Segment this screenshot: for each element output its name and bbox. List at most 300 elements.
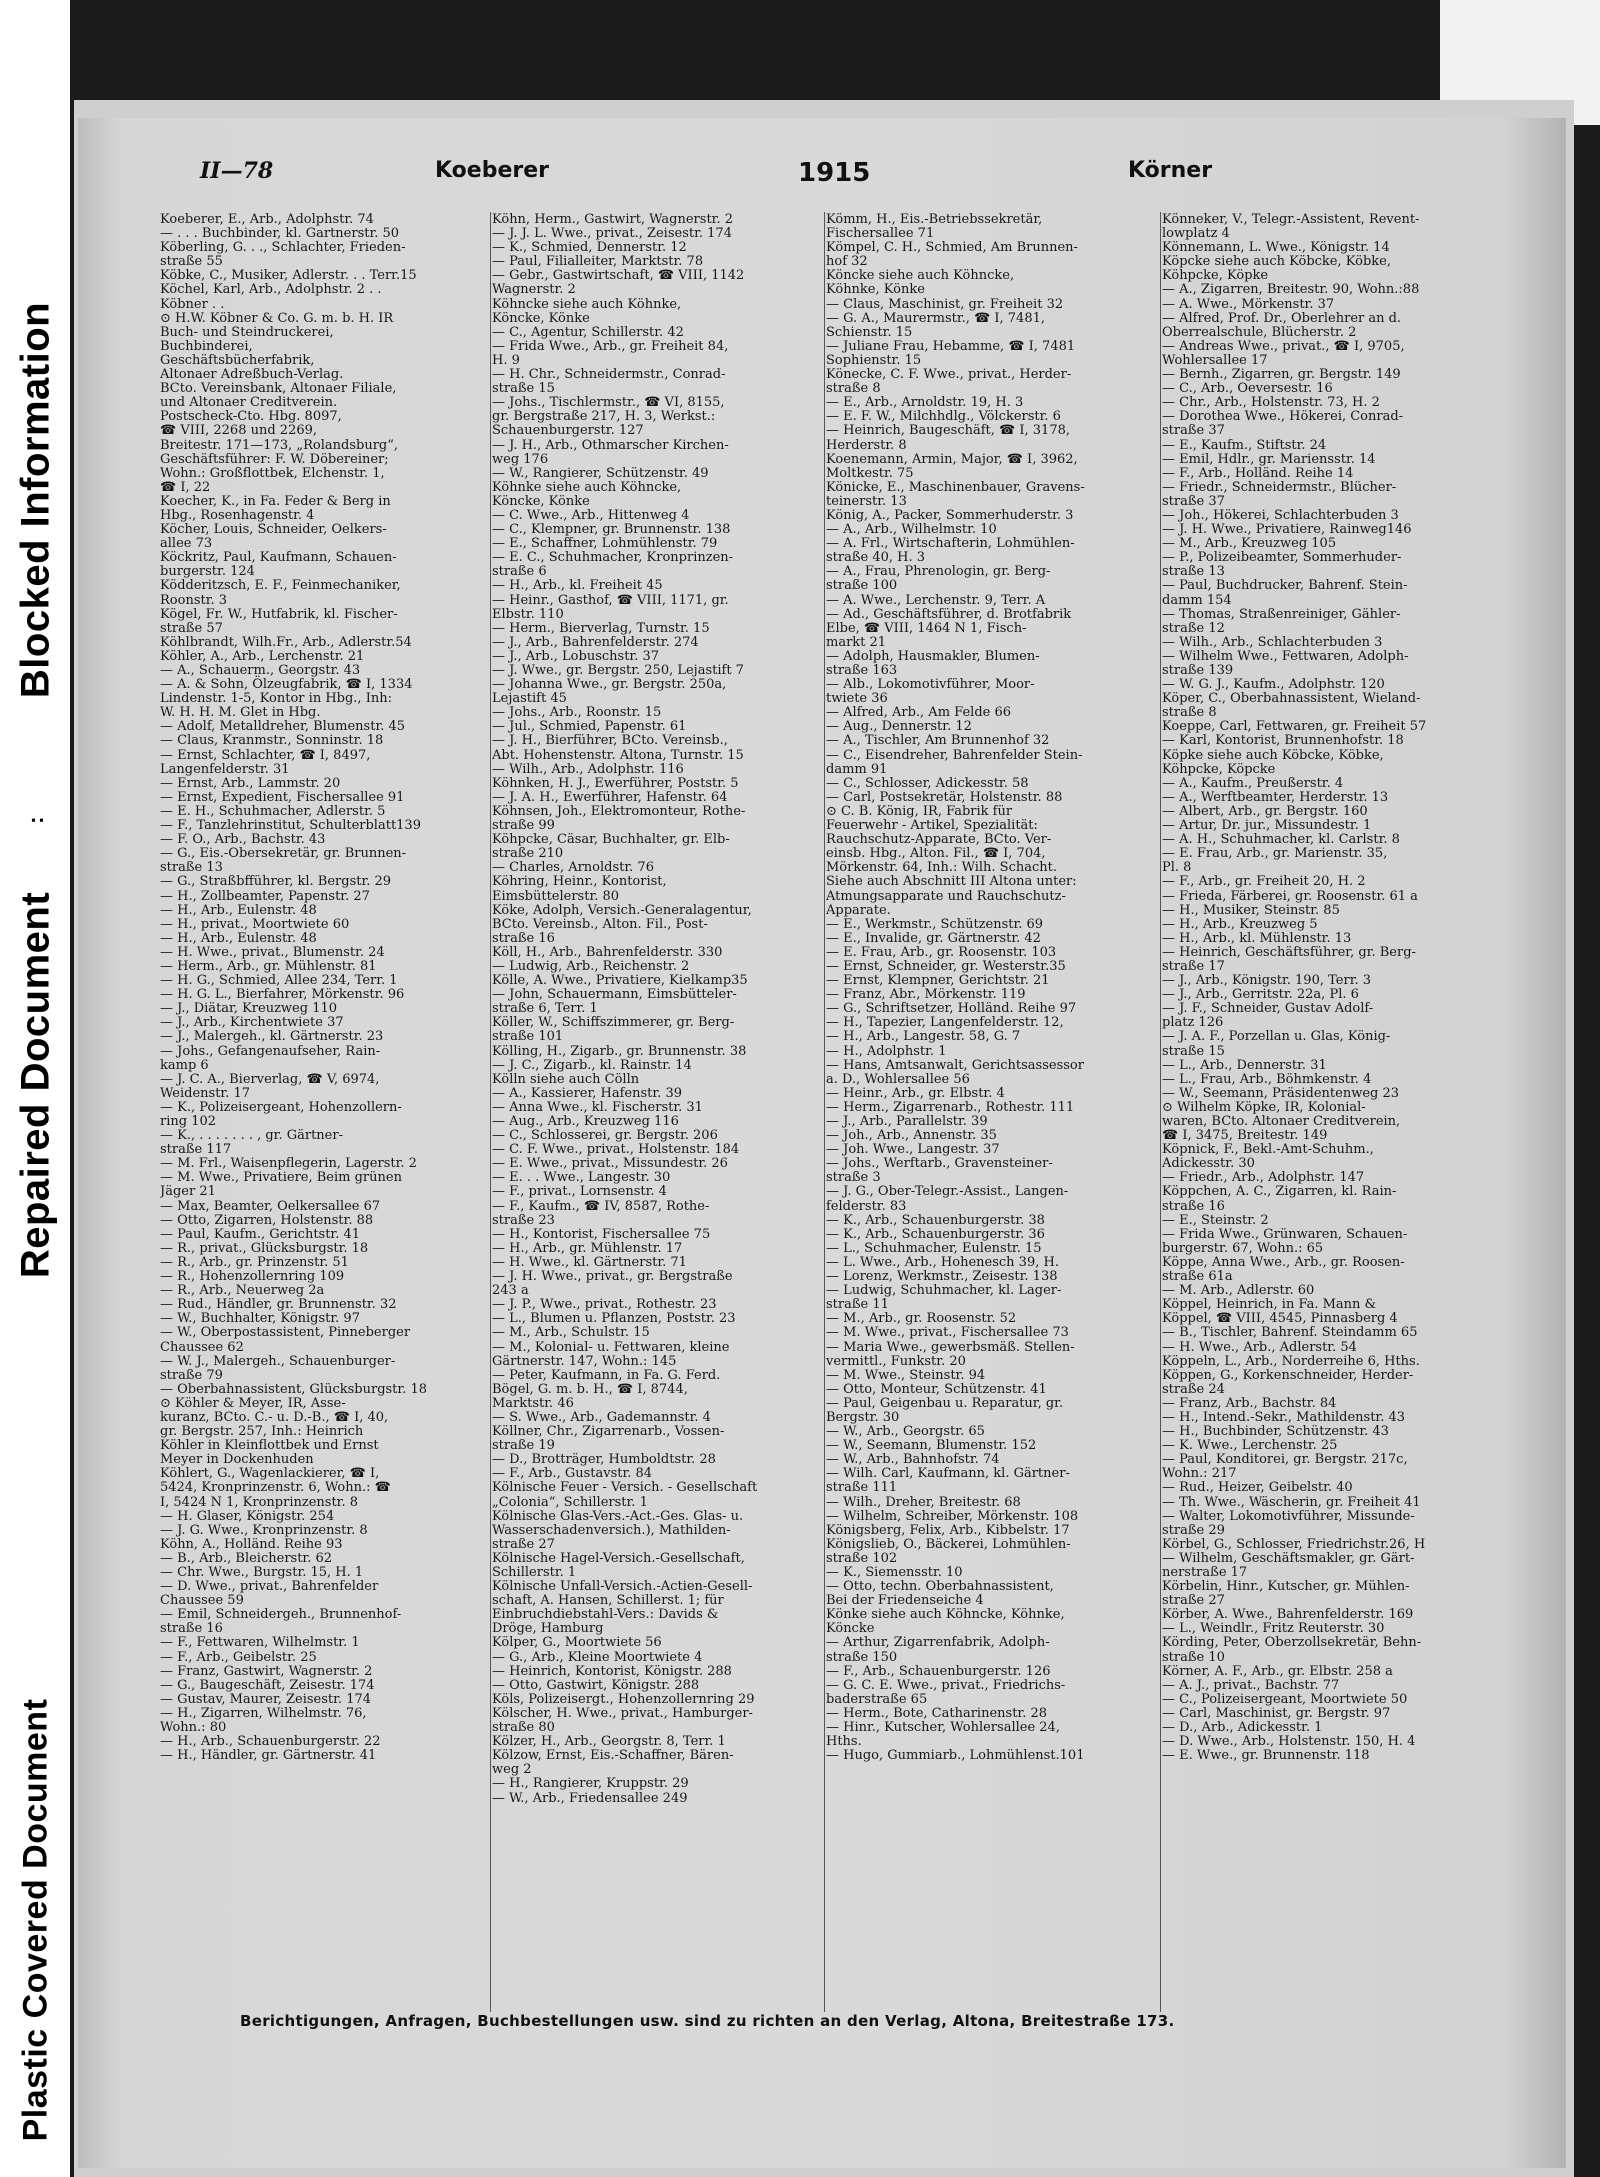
directory-entry-line: gr. Bergstr. 257, Inh.: Heinrich	[160, 1424, 364, 1440]
directory-entry-line: — Herm., Bote, Catharinenstr. 28	[826, 1705, 1048, 1721]
directory-entry-line: — John, Schauermann, Eimsbütteler-	[492, 987, 737, 1003]
directory-entry-line: straße 37	[1162, 493, 1225, 509]
directory-entry-line: — G. A., Maurermstr., ☎ I, 7481,	[826, 310, 1046, 326]
directory-entry-line: Kölnische Glas-Vers.-Act.-Ges. Glas- u.	[492, 1508, 744, 1524]
directory-entry-line: — H., Intend.-Sekr., Mathildenstr. 43	[1162, 1409, 1406, 1425]
directory-entry-line: Kölnische Feuer - Versich. - Gesellschaft	[492, 1480, 758, 1496]
directory-entry-line: — H., Adolphstr. 1	[826, 1043, 947, 1059]
directory-entry-line: — Carl, Maschinist, gr. Bergstr. 97	[1162, 1705, 1391, 1721]
directory-entry-line: — W., Buchhalter, Königstr. 97	[160, 1311, 360, 1327]
directory-entry-line: — F., Tanzlehrinstitut, Schulterblatt139	[160, 818, 421, 834]
directory-entry-line: Köhnke, Könke	[826, 282, 925, 298]
directory-entry-line: — E., Invalide, gr. Gärtnerstr. 42	[826, 930, 1041, 946]
blocked-information-label: Blocked Information	[13, 301, 58, 699]
directory-entry-line: Marktstr. 46	[492, 1395, 574, 1411]
directory-entry-line: — K., Polizeisergeant, Hohenzollern-	[160, 1099, 402, 1115]
directory-entry-line: Dröge, Hamburg	[492, 1621, 604, 1637]
directory-entry-line: — Wilhelm Wwe., Fettwaren, Adolph-	[1162, 648, 1409, 664]
directory-entry-line: straße 102	[826, 1550, 898, 1566]
directory-entry-line: — J. H., Bierführer, BCto. Vereinsb.,	[492, 733, 728, 749]
directory-entry-line: — M. Wwe., Steinstr. 94	[826, 1367, 986, 1383]
directory-entry-line: straße 13	[160, 860, 223, 876]
directory-entry-line: straße 40, H. 3	[826, 550, 926, 566]
directory-entry-line: — Johanna Wwe., gr. Bergstr. 250a,	[492, 677, 727, 693]
directory-entry-line: straße 55	[160, 254, 223, 270]
directory-entry-line: — C. Wwe., Arb., Hittenweg 4	[492, 507, 690, 523]
directory-entry-line: straße 29	[1162, 1522, 1225, 1538]
directory-entry-line: — E., Werkmstr., Schützenstr. 69	[826, 916, 1044, 932]
directory-entry-line: waren, BCto. Altonaer Creditverein,	[1162, 1114, 1401, 1129]
directory-entry-line: — H., Zigarren, Wilhelmstr. 76,	[160, 1705, 367, 1721]
directory-entry-line: — Frida Wwe., Grünwaren, Schauen-	[1162, 1226, 1408, 1242]
directory-entry-line: — J., Arb., Bahrenfelderstr. 274	[492, 634, 699, 650]
directory-entry-line: — Gebr., Gastwirtschaft, ☎ VIII, 1142	[492, 268, 745, 284]
directory-entry-line: — C., Eisendreher, Bahrenfelder Stein-	[826, 747, 1083, 763]
directory-entry-line: Köhpcke, Cäsar, Buchhalter, gr. Elb-	[492, 832, 730, 848]
directory-entry-line: straße 61a	[1162, 1269, 1233, 1285]
directory-entry-line: Königslieb, O., Bäckerei, Lohmühlen-	[826, 1536, 1071, 1552]
directory-entry-line: Wagnerstr. 2	[492, 282, 576, 298]
directory-entry-line: — P., Polizeibeamter, Sommerhuder-	[1162, 550, 1402, 566]
directory-entry-line: straße 19	[492, 1438, 555, 1454]
directory-entry-line: — Paul, Geigenbau u. Reparatur, gr.	[826, 1395, 1064, 1411]
directory-entry-line: — A., Frau, Phrenologin, gr. Berg-	[826, 564, 1051, 580]
directory-entry-line: 243 a	[492, 1283, 529, 1299]
directory-entry-line: — W. G. J., Kaufm., Adolphstr. 120	[1162, 677, 1385, 693]
directory-entry-line: — H., privat., Moortwiete 60	[160, 916, 350, 932]
directory-entry-line: — J. G., Ober-Telegr.-Assist., Langen-	[826, 1184, 1069, 1200]
directory-entry-line: Weidenstr. 17	[160, 1085, 251, 1101]
directory-entry-line: — E., Kaufm., Stiftstr. 24	[1162, 437, 1327, 453]
directory-entry-line: Kömpel, C. H., Schmied, Am Brunnen-	[826, 240, 1078, 256]
directory-entry-line: Köper, C., Oberbahnassistent, Wieland-	[1162, 691, 1421, 707]
directory-entry-line: — F., Fettwaren, Wilhelmstr. 1	[160, 1635, 360, 1651]
directory-entry-line: Köpnick, F., Bekl.-Amt-Schuhm.,	[1162, 1142, 1374, 1158]
directory-entry-line: — Paul, Kaufm., Gerichtstr. 41	[160, 1226, 361, 1242]
directory-entry-line: — C., Schlosser, Adickesstr. 58	[826, 775, 1029, 791]
directory-entry-line: — Carl, Postsekretär, Holstenstr. 88	[826, 789, 1063, 805]
directory-entry-line: — J. C. A., Bierverlag, ☎ V, 6974,	[160, 1071, 380, 1087]
directory-entry-line: straße 79	[160, 1367, 223, 1383]
directory-entry-line: — E. Frau, Arb., gr. Marienstr. 35,	[1162, 846, 1388, 862]
directory-entry-line: twiete 36	[826, 691, 888, 707]
directory-entry-line: ⊙ C. B. König, IR, Fabrik für	[826, 803, 1013, 819]
running-head-left: Koeberer	[435, 158, 549, 183]
directory-entry-line: Köls, Polizeisergt., Hohenzollernring 29	[492, 1691, 755, 1707]
directory-entry-line: — E. Wwe., privat., Missundestr. 26	[492, 1156, 728, 1172]
directory-entry-line: — H., Arb., gr. Mühlenstr. 17	[492, 1240, 683, 1256]
directory-entry-line: — Claus, Kranmstr., Sonninstr. 18	[160, 733, 384, 749]
directory-entry-line: straße 17	[1162, 958, 1225, 974]
directory-entry-line: Köhn, A., Holländ. Reihe 93	[160, 1536, 343, 1552]
directory-entry-line: straße 37	[1162, 423, 1225, 439]
directory-entry-line: — Ernst, Arb., Lammstr. 20	[160, 775, 341, 791]
directory-entry-line: Roonstr. 3	[160, 592, 228, 608]
directory-entry-line: damm 154	[1162, 592, 1232, 608]
directory-entry-line: — J. H., Arb., Othmarscher Kirchen-	[492, 437, 729, 453]
directory-entry-line: Köhnsen, Joh., Elektromonteur, Rothe-	[492, 803, 746, 819]
directory-entry-line: teinerstr. 13	[826, 493, 907, 509]
directory-entry-line: Köhring, Heinr., Kontorist,	[492, 874, 667, 890]
directory-entry-line: felderstr. 83	[826, 1198, 907, 1214]
directory-entry-line: straße 101	[492, 1029, 564, 1045]
directory-entry-line: — D., Brotträger, Humboldtstr. 28	[492, 1452, 716, 1468]
directory-entry-line: — C., Polizeisergeant, Moortwiete 50	[1162, 1691, 1408, 1707]
directory-entry-line: straße 11	[826, 1297, 889, 1313]
column-rule	[490, 212, 491, 2012]
directory-entry-line: — M., Arb., Kreuzweg 105	[1162, 536, 1337, 552]
directory-entry-line: — J. Wwe., gr. Bergstr. 250, Lejastift 7	[492, 663, 744, 678]
directory-entry-line: — Heinrich, Kontorist, Königstr. 288	[492, 1663, 732, 1679]
directory-entry-line: Kölper, G., Moortwiete 56	[492, 1635, 662, 1651]
directory-entry-line: Köhncke siehe auch Köhnke,	[492, 296, 682, 312]
directory-entry-line: straße 27	[492, 1536, 555, 1552]
directory-entry-line: — Alb., Lokomotivführer, Moor-	[826, 677, 1035, 693]
directory-entry-line: Köppen, G., Korkenschneider, Herder-	[1162, 1367, 1414, 1383]
directory-entry-line: Wohn.: 217	[1162, 1466, 1237, 1482]
directory-entry-line: und Altonaer Creditverein.	[160, 395, 338, 411]
directory-entry-line: straße 13	[1162, 564, 1225, 580]
directory-entry-line: — Emil, Hdlr., gr. Mariensstr. 14	[1162, 451, 1376, 467]
directory-entry-line: Köhpcke, Köpcke	[1162, 761, 1276, 777]
directory-entry-line: — . . . Buchbinder, kl. Gartnerstr. 50	[160, 226, 400, 242]
directory-entry-line: — J., Arb., Parallelstr. 39	[826, 1114, 988, 1129]
directory-entry-line: — H., Tapezier, Langenfelderstr. 12,	[826, 1015, 1064, 1031]
directory-entry-line: — G., Baugeschäft, Zeisestr. 174	[160, 1677, 375, 1693]
directory-entry-line: — H., Arb., kl. Mühlenstr. 13	[1162, 930, 1352, 946]
directory-entry-line: — Johs., Tischlermstr., ☎ VI, 8155,	[492, 395, 725, 411]
directory-entry-line: Einbruchdiebstahl-Vers.: Davids &	[492, 1607, 719, 1623]
directory-entry-line: a. D., Wohlersallee 56	[826, 1071, 970, 1087]
directory-entry-line: — L., Schuhmacher, Eulenstr. 15	[826, 1240, 1042, 1256]
repaired-document-label: Repaired Document	[13, 891, 58, 1279]
directory-entry-line: — W., Rangierer, Schützenstr. 49	[492, 465, 709, 481]
directory-entry-line: Rauchschutz-Apparate, BCto. Ver-	[826, 832, 1052, 848]
directory-entry-line: Postscheck-Cto. Hbg. 8097,	[160, 409, 342, 425]
directory-entry-line: Bei der Friedenseiche 4	[826, 1593, 984, 1609]
directory-entry-line: — W., Oberpostassistent, Pinneberger	[160, 1325, 411, 1341]
directory-entry-line: — Hinr., Kutscher, Wohlersallee 24,	[826, 1720, 1060, 1736]
directory-entry-line: — W., Seemann, Blumenstr. 152	[826, 1438, 1037, 1454]
directory-entry-line: Lejastift 45	[492, 691, 567, 707]
directory-entry-line: Buch- und Steindruckerei,	[160, 324, 334, 340]
directory-entry-line: — J., Arb., Gerritstr. 22a, Pl. 6	[1162, 987, 1359, 1003]
directory-entry-line: — Otto, techn. Oberbahnassistent,	[826, 1579, 1054, 1595]
directory-entry-line: burgerstr. 67, Wohn.: 65	[1162, 1240, 1324, 1256]
directory-entry-line: Köncke, Könke	[492, 310, 590, 326]
directory-entry-line: — Thomas, Straßenreiniger, Gähler-	[1162, 606, 1401, 622]
directory-entry-line: H. 9	[492, 352, 520, 368]
directory-entry-line: — K., Arb., Schauenburgerstr. 38	[826, 1212, 1045, 1228]
directory-entry-line: Könnemann, L. Wwe., Königstr. 14	[1162, 240, 1390, 256]
directory-entry-line: — H., Händler, gr. Gärtnerstr. 41	[160, 1748, 377, 1764]
directory-entry-line: — Claus, Maschinist, gr. Freiheit 32	[826, 296, 1064, 312]
directory-entry-line: — K., . . . . . . . , gr. Gärtner-	[160, 1128, 343, 1144]
directory-entry-line: — H., Arb., Langestr. 58, G. 7	[826, 1029, 1021, 1045]
directory-entry-line: BCto. Vereinsbank, Altonaer Filiale,	[160, 381, 397, 397]
directory-entry-line: Wasserschadenversich.), Mathilden-	[492, 1522, 731, 1538]
directory-entry-line: — Joh., Hökerei, Schlachterbuden 3	[1162, 507, 1399, 523]
directory-entry-line: Köpke siehe auch Köbcke, Köbke,	[1162, 747, 1384, 763]
directory-entry-line: — Franz, Gastwirt, Wagnerstr. 2	[160, 1663, 373, 1679]
directory-entry-line: weg 2	[492, 1762, 532, 1778]
directory-entry-line: Lindenstr. 1-5, Kontor in Hbg., Inh:	[160, 691, 392, 707]
directory-entry-line: Breitestr. 171—173, „Rolandsburg“,	[160, 437, 399, 453]
directory-entry-line: — F., Arb., gr. Freiheit 20, H. 2	[1162, 874, 1366, 890]
directory-entry-line: Wohn.: Großflottbek, Elchenstr. 1,	[160, 465, 385, 481]
column-rule	[1160, 212, 1161, 2012]
directory-entry-line: straße 150	[826, 1649, 898, 1665]
directory-entry-line: — J., Arb., Kirchentwiete 37	[160, 1015, 344, 1031]
directory-entry-line: — Hugo, Gummiarb., Lohmühlenst.101	[826, 1748, 1085, 1764]
directory-entry-line: Abt. Hohenstenstr. Altona, Turnstr. 15	[492, 747, 744, 763]
directory-entry-line: — A., Tischler, Am Brunnenhof 32	[826, 733, 1050, 749]
directory-entry-line: Koecher, K., in Fa. Feder & Berg in	[160, 493, 391, 509]
directory-entry-line: — F., Arb., Gustavstr. 84	[492, 1466, 653, 1482]
directory-entry-line: Wohn.: 80	[160, 1720, 227, 1736]
directory-entry-line: — J., Arb., Königstr. 190, Terr. 3	[1162, 973, 1372, 989]
directory-entry-line: — Rud., Händler, gr. Brunnenstr. 32	[160, 1297, 397, 1313]
directory-entry-line: ☎ VIII, 2268 und 2269,	[160, 423, 318, 439]
directory-entry-line: Könecke, C. F. Wwe., privat., Herder-	[826, 367, 1072, 383]
directory-entry-line: straße 10	[1162, 1649, 1225, 1665]
directory-entry-line: — Paul, Konditorei, gr. Bergstr. 217c,	[1162, 1452, 1408, 1468]
directory-entry-line: — K., Schmied, Dennerstr. 12	[492, 240, 687, 256]
directory-entry-line: — A. H., Schuhmacher, kl. Carlstr. 8	[1162, 832, 1400, 848]
directory-entry-line: BCto. Vereinsb., Alton. Fil., Post-	[492, 916, 708, 932]
directory-entry-line: straße 57	[160, 620, 223, 636]
directory-entry-line: Kömm, H., Eis.-Betriebssekretär,	[826, 213, 1043, 227]
directory-entry-line: Elbstr. 110	[492, 606, 564, 622]
directory-entry-line: I, 5424 N 1, Kronprinzenstr. 8	[160, 1494, 358, 1510]
directory-entry-line: ⊙ H.W. Köbner & Co. G. m. b. H. IR	[160, 310, 394, 326]
directory-entry-line: baderstraße 65	[826, 1691, 928, 1707]
directory-entry-line: — J., Arb., Lobuschstr. 37	[492, 648, 660, 664]
directory-entry-line: Siehe auch Abschnitt III Altona unter:	[826, 874, 1077, 890]
directory-entry-line: ☎ I, 3475, Breitestr. 149	[1162, 1128, 1328, 1144]
directory-entry-line: Köppel, ☎ VIII, 4545, Pinnasberg 4	[1162, 1311, 1398, 1327]
directory-entry-line: — J., Diätar, Kreuzweg 110	[160, 1001, 338, 1017]
directory-entry-line: — Arthur, Zigarrenfabrik, Adolph-	[826, 1635, 1050, 1651]
directory-entry-line: — Jul., Schmied, Papenstr. 61	[492, 719, 687, 735]
directory-entry-line: — K., Siemensstr. 10	[826, 1565, 963, 1580]
directory-entry-line: Langenfelderstr. 31	[160, 761, 290, 777]
directory-entry-line: kamp 6	[160, 1057, 209, 1073]
directory-entry-line: — Th. Wwe., Wäscherin, gr. Freiheit 41	[1162, 1494, 1421, 1510]
directory-entry-line: — S. Wwe., Arb., Gademannstr. 4	[492, 1409, 711, 1425]
directory-entry-line: — H., Arb., Eulenstr. 48	[160, 930, 317, 946]
directory-entry-line: — F., Kaufm., ☎ IV, 8587, Rothe-	[492, 1198, 710, 1214]
directory-entry-line: Mörkenstr. 64, Inh.: Wilh. Schacht.	[826, 860, 1057, 876]
directory-entry-line: — M., Arb., Schulstr. 15	[492, 1325, 650, 1341]
directory-column-2	[492, 213, 822, 2013]
directory-entry-line: Köberling, G. . ., Schlachter, Frieden-	[160, 240, 406, 256]
directory-entry-line: — Friedr., Arb., Adolphstr. 147	[1162, 1170, 1365, 1186]
directory-entry-line: gr. Bergstraße 217, H. 3, Werkst.:	[492, 409, 716, 425]
directory-entry-line: — C., Agentur, Schillerstr. 42	[492, 324, 684, 340]
directory-entry-line: ring 102	[160, 1114, 217, 1129]
directory-entry-line: — Anna Wwe., kl. Fischerstr. 31	[492, 1099, 703, 1115]
directory-entry-line: Kölln siehe auch Cölln	[492, 1071, 640, 1087]
directory-entry-line: Jäger 21	[160, 1184, 216, 1200]
directory-entry-line: — B., Tischler, Bahrenf. Steindamm 65	[1162, 1325, 1418, 1341]
directory-entry-line: — J. C., Zigarb., kl. Rainstr. 14	[492, 1057, 692, 1073]
directory-entry-line: — Walter, Lokomotivführer, Missunde-	[1162, 1508, 1415, 1524]
directory-entry-line: Chaussee 62	[160, 1339, 244, 1355]
directory-entry-line: — Frieda, Färberei, gr. Roosenstr. 61 a	[1162, 888, 1418, 904]
directory-entry-line: Köppe, Anna Wwe., Arb., gr. Roosen-	[1162, 1254, 1405, 1270]
directory-entry-line: Gärtnerstr. 147, Wohn.: 145	[492, 1353, 677, 1369]
directory-entry-line: — Paul, Buchdrucker, Bahrenf. Stein-	[1162, 578, 1408, 594]
directory-entry-line: — Otto, Zigarren, Holstenstr. 88	[160, 1212, 374, 1228]
directory-entry-line: straße 6	[492, 564, 547, 580]
directory-entry-line: — Charles, Arnoldstr. 76	[492, 860, 654, 876]
directory-entry-line: — H., Zollbeamter, Papenstr. 27	[160, 888, 370, 904]
directory-entry-line: — J. H. Wwe., Privatiere, Rainweg146	[1162, 522, 1412, 538]
directory-entry-line: — Lorenz, Werkmstr., Zeisestr. 138	[826, 1269, 1058, 1285]
directory-entry-line: — L., Frau, Arb., Böhmkenstr. 4	[1162, 1071, 1372, 1087]
directory-entry-line: — H. Wwe., privat., Blumenstr. 24	[160, 944, 385, 960]
directory-entry-line: kuranz, BCto. C.- u. D.-B., ☎ I, 40,	[160, 1409, 389, 1425]
directory-entry-line: — M. Frl., Waisenpflegerin, Lagerstr. 2	[160, 1156, 417, 1172]
directory-entry-line: — H. Chr., Schneidermstr., Conrad-	[492, 367, 726, 383]
page-number: II—78	[200, 158, 274, 184]
directory-entry-line: Köbner . .	[160, 296, 225, 312]
directory-entry-line: — R., Arb., gr. Prinzenstr. 51	[160, 1254, 349, 1270]
directory-entry-line: — C., Klempner, gr. Brunnenstr. 138	[492, 522, 731, 538]
directory-entry-line: — A., Kassierer, Hafenstr. 39	[492, 1085, 682, 1101]
directory-entry-line: Hths.	[826, 1734, 862, 1750]
directory-entry-line: — K., Arb., Schauenburgerstr. 36	[826, 1226, 1045, 1242]
directory-entry-line: Köppchen, A. C., Zigarren, kl. Rain-	[1162, 1184, 1397, 1200]
directory-entry-line: — D. Wwe., Arb., Holstenstr. 150, H. 4	[1162, 1734, 1416, 1750]
directory-entry-line: Fischersallee 71	[826, 226, 935, 242]
directory-entry-line: Köhpcke, Köpke	[1162, 268, 1269, 284]
directory-entry-line: — Adolf, Metalldreher, Blumenstr. 45	[160, 719, 406, 735]
directory-entry-line: — E. Frau, Arb., gr. Roosenstr. 103	[826, 944, 1057, 960]
directory-entry-line: — Ernst, Schlachter, ☎ I, 8497,	[160, 747, 371, 763]
directory-entry-line: — Chr., Arb., Holstenstr. 73, H. 2	[1162, 395, 1380, 411]
directory-entry-line: Bögel, G. m. b. H., ☎ I, 8744,	[492, 1381, 688, 1397]
directory-entry-line: Köke, Adolph, Versich.-Generalagentur,	[492, 902, 752, 918]
directory-entry-line: — H., Buchbinder, Schützenstr. 43	[1162, 1424, 1389, 1440]
directory-entry-line: Köll, H., Arb., Bahrenfelderstr. 330	[492, 944, 723, 960]
directory-entry-line: — F., Arb., Geibelstr. 25	[160, 1649, 317, 1665]
directory-entry-line: — A. Wwe., Mörkenstr. 37	[1162, 296, 1335, 312]
directory-entry-line: — F., Arb., Holländ. Reihe 14	[1162, 465, 1354, 481]
directory-entry-line: — Heinr., Arb., gr. Elbstr. 4	[826, 1085, 1005, 1101]
directory-entry-line: — E., Schaffner, Lohmühlenstr. 79	[492, 536, 718, 552]
directory-entry-line: Köhlert, G., Wagenlackierer, ☎ I,	[160, 1466, 380, 1482]
directory-entry-line: — Aug., Dennerstr. 12	[826, 719, 972, 735]
directory-entry-line: — H. Wwe., kl. Gärtnerstr. 71	[492, 1254, 687, 1270]
directory-entry-line: — H. G., Schmied, Allee 234, Terr. 1	[160, 973, 398, 989]
directory-entry-line: Adickesstr. 30	[1162, 1156, 1255, 1172]
directory-entry-line: Kölle, A. Wwe., Privatiere, Kielkamp35	[492, 973, 748, 989]
directory-entry-line: Moltkestr. 75	[826, 465, 914, 481]
directory-entry-line: — R., privat., Glücksburgstr. 18	[160, 1240, 369, 1256]
directory-entry-line: — Albert, Arb., gr. Bergstr. 160	[1162, 803, 1368, 819]
directory-entry-line: — R., Hohenzollernring 109	[160, 1269, 345, 1285]
directory-entry-line: straße 27	[1162, 1593, 1225, 1609]
directory-entry-line: 5424, Kronprinzenstr. 6, Wohn.: ☎	[160, 1480, 391, 1496]
directory-entry-line: — Juliane Frau, Hebamme, ☎ I, 7481	[826, 338, 1076, 354]
directory-entry-line: — Heinrich, Geschäftsführer, gr. Berg-	[1162, 944, 1416, 960]
directory-entry-line: Pl. 8	[1162, 860, 1192, 876]
directory-entry-line: — E. C., Schuhmacher, Kronprinzen-	[492, 550, 734, 566]
directory-entry-line: Köhlbrandt, Wilh.Fr., Arb., Adlerstr.54	[160, 634, 412, 650]
directory-entry-line: — Ernst, Klempner, Gerichtstr. 21	[826, 973, 1050, 989]
directory-entry-line: — M. Wwe., Privatiere, Beim grünen	[160, 1170, 402, 1186]
directory-entry-line: straße 23	[492, 1212, 555, 1228]
running-head-year: 1915	[798, 158, 871, 188]
column-rule	[824, 212, 825, 2012]
directory-entry-line: — Wilh., Dreher, Breitestr. 68	[826, 1494, 1021, 1510]
directory-entry-line: Hbg., Rosenhagenstr. 4	[160, 507, 315, 523]
directory-entry-line: straße 12	[1162, 620, 1225, 636]
directory-entry-line: — Rud., Heizer, Geibelstr. 40	[1162, 1480, 1353, 1496]
directory-entry-line: — Joh. Wwe., Langestr. 37	[826, 1142, 1000, 1158]
directory-entry-line: — Ad., Geschäftsführer, d. Brotfabrik	[826, 606, 1072, 622]
directory-entry-line: Herderstr. 8	[826, 437, 907, 453]
directory-entry-line: — Otto, Monteur, Schützenstr. 41	[826, 1381, 1047, 1397]
directory-entry-line: straße 100	[826, 578, 898, 594]
directory-entry-line: — H. Glaser, Königstr. 254	[160, 1508, 335, 1524]
directory-entry-line: — Herm., Arb., gr. Mühlenstr. 81	[160, 958, 377, 974]
directory-entry-line: — F. O., Arb., Bachstr. 43	[160, 832, 326, 848]
directory-entry-line: — L., Blumen u. Pflanzen, Poststr. 23	[492, 1311, 736, 1327]
directory-entry-line: — E. Wwe., gr. Brunnenstr. 118	[1162, 1748, 1370, 1764]
directory-entry-line: — H., Arb., Schauenburgerstr. 22	[160, 1734, 381, 1750]
directory-entry-line: — W., Arb., Georgstr. 65	[826, 1424, 985, 1440]
directory-entry-line: nerstraße 17	[1162, 1565, 1248, 1580]
directory-entry-line: — H., Musiker, Steinstr. 85	[1162, 902, 1340, 918]
directory-entry-line: — J. P., Wwe., privat., Rothestr. 23	[492, 1297, 717, 1313]
directory-entry-line: straße 210	[492, 846, 564, 862]
directory-entry-line: — K. Wwe., Lerchenstr. 25	[1162, 1438, 1338, 1454]
directory-entry-line: straße 24	[1162, 1381, 1225, 1397]
label-separator: :	[23, 816, 48, 824]
directory-entry-line: Kögel, Fr. W., Hutfabrik, kl. Fischer-	[160, 606, 398, 622]
directory-entry-line: — Alfred, Arb., Am Felde 66	[826, 705, 1012, 721]
directory-entry-line: — Wilh., Arb., Schlachterbuden 3	[1162, 634, 1383, 650]
directory-entry-line: — W., Seemann, Präsidentenweg 23	[1162, 1085, 1400, 1101]
directory-entry-line: — Johs., Gefangenaufseher, Rain-	[160, 1043, 381, 1059]
directory-entry-line: Körbel, G., Schlosser, Friedrichstr.26, H	[1162, 1536, 1426, 1552]
directory-entry-line: — J. J. L. Wwe., privat., Zeisestr. 174	[492, 226, 732, 242]
directory-entry-line: — E., Steinstr. 2	[1162, 1212, 1269, 1228]
directory-entry-line: Köllner, Chr., Zigarrenarb., Vossen-	[492, 1424, 725, 1440]
directory-entry-line: Köhler, A., Arb., Lerchenstr. 21	[160, 648, 365, 664]
directory-entry-line: straße 15	[492, 381, 555, 397]
directory-entry-line: — J., Malergeh., kl. Gärtnerstr. 23	[160, 1029, 384, 1045]
directory-entry-line: — G., Straßbfführer, kl. Bergstr. 29	[160, 874, 392, 890]
directory-entry-line: ☎ I, 22	[160, 479, 211, 495]
directory-entry-line: Köppeln, L., Arb., Norderreihe 6, Hths.	[1162, 1353, 1420, 1369]
directory-entry-line: straße 15	[1162, 1043, 1225, 1059]
directory-entry-line: — A. Wwe., Lerchenstr. 9, Terr. A	[826, 592, 1046, 608]
directory-entry-line: W. H. H. M. Glet in Hbg.	[160, 705, 321, 721]
directory-entry-line: Sophienstr. 15	[826, 352, 922, 368]
directory-entry-line: Köchel, Karl, Arb., Adolphstr. 2 . .	[160, 282, 382, 298]
directory-entry-line: Kölnische Hagel-Versich.-Gesellschaft,	[492, 1550, 745, 1566]
directory-entry-line: — J. F., Schneider, Gustav Adolf-	[1162, 1001, 1374, 1017]
directory-entry-line: Körbelin, Hinr., Kutscher, gr. Mühlen-	[1162, 1579, 1410, 1595]
directory-entry-line: — Wilhelm, Schreiber, Mörkenstr. 108	[826, 1508, 1079, 1524]
directory-entry-line: Kölnische Unfall-Versich.-Actien-Gesell-	[492, 1579, 753, 1595]
directory-entry-line: — G., Schriftsetzer, Holländ. Reihe 97	[826, 1001, 1077, 1017]
directory-entry-line: — D., Arb., Adickesstr. 1	[1162, 1720, 1323, 1736]
